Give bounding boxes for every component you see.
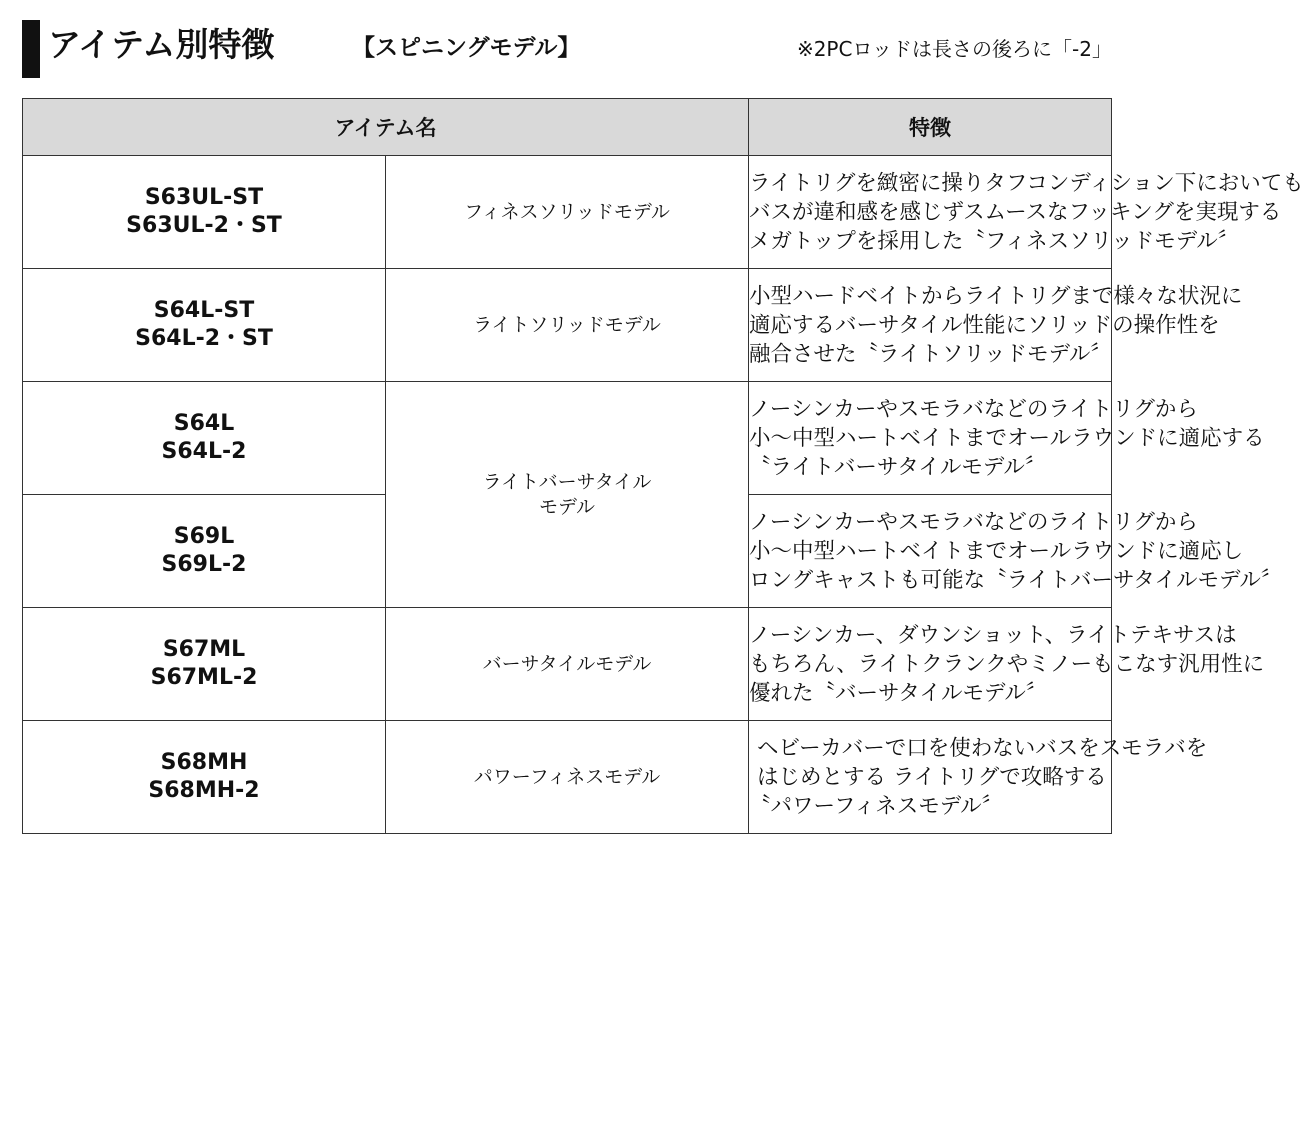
- item-code: S68MH-2: [148, 778, 260, 803]
- table-row: [23, 382, 1112, 495]
- item-code-cell: [23, 156, 386, 269]
- feature-line: 〝パワーフィネスモデル〞: [749, 793, 1004, 819]
- feature-line: ノーシンカーやスモラバなどのライトリグから: [749, 509, 1198, 535]
- model-type: バーサタイルモデル: [482, 652, 652, 675]
- model-type: フィネスソリッドモデル: [464, 200, 670, 223]
- model-type-cell: [386, 382, 749, 608]
- feature-line: ヘビーカバーで口を使わないバスをスモラバを: [757, 735, 1208, 761]
- model-type: ライトバーサタイル: [482, 470, 652, 493]
- feature-cell: [749, 608, 1265, 721]
- feature-line: 融合させた〝ライトソリッドモデル〞: [749, 341, 1112, 367]
- item-code-cell: [23, 382, 386, 495]
- item-code-cell: [23, 608, 386, 721]
- model-type-cell: [386, 721, 749, 834]
- item-code: S69L: [173, 524, 235, 549]
- feature-line: バスが違和感を感じずスムースなフッキングを実現する: [749, 199, 1282, 225]
- model-type-cell: [386, 156, 749, 269]
- two-piece-note: ※2PCロッドは長さの後ろに「-2」: [796, 37, 1112, 61]
- table-row: [23, 269, 1112, 382]
- feature-cell: [749, 495, 1283, 608]
- page-title: アイテム別特徴: [48, 25, 275, 64]
- item-code-cell: [23, 721, 386, 834]
- item-code-cell: [23, 269, 386, 382]
- feature-line: 〝ライトバーサタイルモデル〞: [749, 454, 1047, 480]
- feature-line: ロングキャストも可能な〝ライトバーサタイルモデル〞: [749, 567, 1283, 593]
- feature-line: ライトリグを緻密に操りタフコンディション下においても: [749, 170, 1304, 196]
- item-code: S63UL-2・ST: [126, 213, 282, 238]
- table-row: [23, 156, 1112, 269]
- feature-line: 小〜中型ハートベイトまでオールラウンドに適応し: [749, 538, 1244, 564]
- item-code: S67ML-2: [150, 665, 258, 690]
- column-header-feature: 特徴: [749, 99, 1112, 156]
- item-code: S64L-2・ST: [135, 326, 273, 351]
- feature-line: ノーシンカーやスモラバなどのライトリグから: [749, 396, 1198, 422]
- feature-line: 小〜中型ハートベイトまでオールラウンドに適応する: [749, 425, 1265, 451]
- feature-line: 適応するバーサタイル性能にソリッドの操作性を: [749, 312, 1220, 338]
- model-type-cell: [386, 608, 749, 721]
- model-type-cell: [386, 269, 749, 382]
- model-type: モデル: [538, 495, 596, 518]
- table-row: [23, 721, 1112, 834]
- column-header-item-name: アイテム名: [23, 99, 749, 156]
- item-code: S63UL-ST: [144, 185, 264, 210]
- table-header-row: [23, 99, 1112, 156]
- feature-cell: [749, 382, 1265, 495]
- item-code: S68MH: [160, 750, 248, 775]
- feature-cell: [749, 721, 1208, 834]
- feature-line: もちろん、ライトクランクやミノーもこなす汎用性に: [749, 651, 1265, 677]
- feature-line: メガトップを採用した〝フィネスソリッドモデル〞: [749, 228, 1240, 254]
- item-code: S67ML: [162, 637, 246, 662]
- model-type: ライトソリッドモデル: [473, 313, 661, 336]
- feature-table: [22, 98, 1304, 834]
- feature-line: ノーシンカー、ダウンショット、ライトテキサスは: [749, 622, 1237, 648]
- item-code: S69L-2: [161, 552, 247, 577]
- item-code: S64L-ST: [153, 298, 255, 323]
- item-code: S64L: [173, 411, 235, 436]
- model-type: パワーフィネスモデル: [473, 765, 661, 788]
- title-accent-bar: [22, 20, 40, 78]
- item-code-cell: [23, 495, 386, 608]
- item-code: S64L-2: [161, 439, 247, 464]
- feature-line: 優れた〝バーサタイルモデル〞: [749, 680, 1048, 706]
- feature-cell: [749, 269, 1243, 382]
- table-row: [23, 608, 1112, 721]
- feature-line: はじめとする ライトリグで攻略する: [757, 764, 1107, 790]
- page-subtitle: 【スピニングモデル】: [352, 35, 581, 61]
- feature-cell: [749, 156, 1304, 269]
- feature-line: 小型ハードベイトからライトリグまで様々な状況に: [749, 283, 1243, 309]
